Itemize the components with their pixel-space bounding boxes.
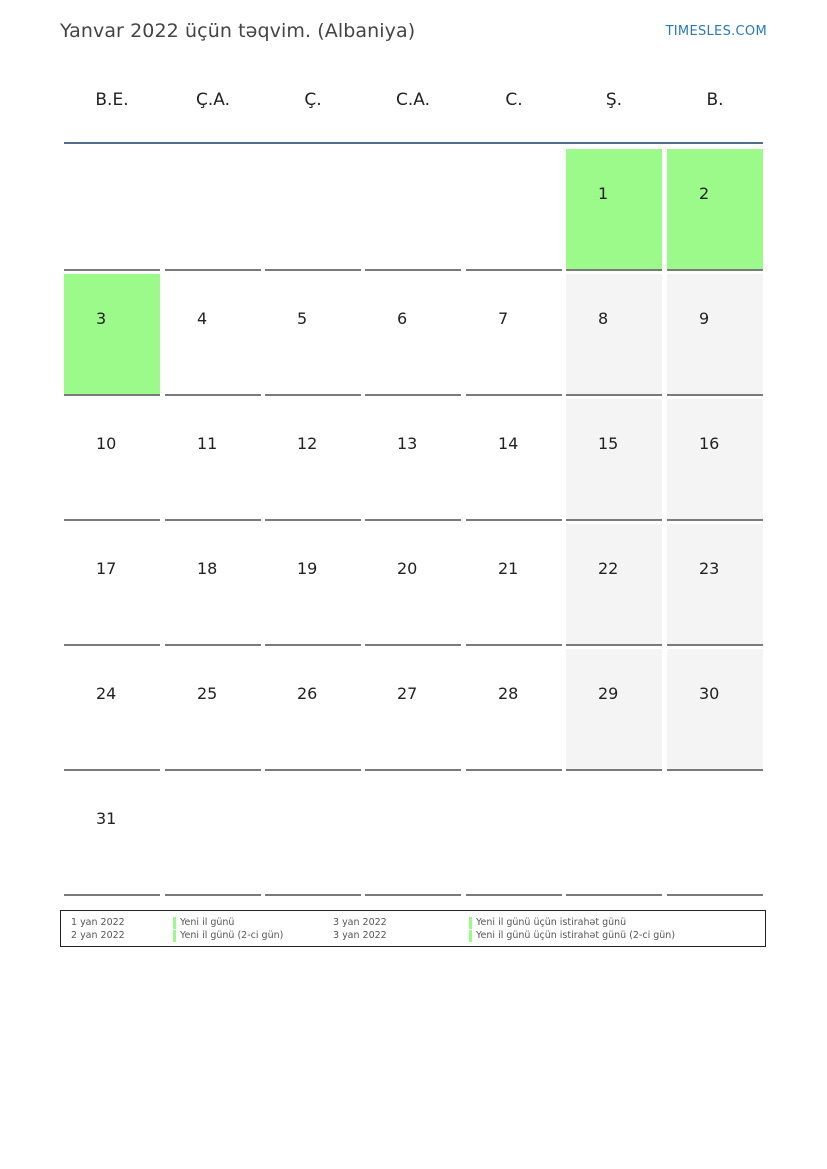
day-cell[interactable] [265,524,361,646]
empty-day-cell [64,149,160,271]
day-cell[interactable] [165,399,261,521]
day-cell[interactable] [165,274,261,396]
day-cell[interactable] [566,149,662,271]
day-cell[interactable] [667,524,763,646]
day-cell[interactable] [365,399,461,521]
day-number: 12 [297,434,318,453]
weekday-header-row [64,90,763,120]
header-divider [64,142,763,144]
day-cell[interactable] [466,649,562,771]
day-number: 2 [699,184,710,203]
day-number: 3 [96,309,107,328]
day-number: 15 [598,434,619,453]
day-cell[interactable] [265,274,361,396]
day-number: 18 [197,559,218,578]
empty-day-cell [165,774,261,896]
day-number: 25 [197,684,218,703]
empty-day-cell [667,774,763,896]
weekday-label: Ç. [304,90,322,110]
day-cell[interactable] [466,274,562,396]
empty-day-cell [365,149,461,271]
day-number: 9 [699,309,710,328]
day-number: 30 [699,684,720,703]
day-number: 20 [397,559,418,578]
day-cell[interactable] [165,649,261,771]
day-number: 24 [96,684,117,703]
holiday-date: 3 yan 2022 [333,930,387,941]
day-number: 13 [397,434,418,453]
day-number: 4 [197,309,208,328]
holiday-name: Yeni il günü [173,917,234,928]
empty-day-cell [466,149,562,271]
day-number: 17 [96,559,117,578]
day-cell[interactable] [566,274,662,396]
day-number: 5 [297,309,308,328]
day-cell[interactable] [667,649,763,771]
day-cell[interactable] [466,524,562,646]
day-cell[interactable] [667,399,763,521]
day-number: 23 [699,559,720,578]
day-cell[interactable] [64,399,160,521]
day-number: 14 [498,434,519,453]
day-number: 11 [197,434,218,453]
day-number: 8 [598,309,609,328]
day-cell[interactable] [165,524,261,646]
holiday-date: 3 yan 2022 [333,917,387,928]
calendar-grid [64,149,764,894]
holiday-name: Yeni il günü üçün istirahət günü (2-ci gün) [469,930,675,941]
day-cell[interactable] [64,274,160,396]
holiday-date: 1 yan 2022 [71,917,125,928]
day-number: 1 [598,184,609,203]
page-title: Yanvar 2022 üçün təqvim. (Albaniya) [60,20,416,42]
holiday-name: Yeni il günü (2-ci gün) [173,930,283,941]
holiday-date: 2 yan 2022 [71,930,125,941]
day-cell[interactable] [466,399,562,521]
day-number: 22 [598,559,619,578]
day-cell[interactable] [365,524,461,646]
holiday-name: Yeni il günü üçün istirahət günü [469,917,626,928]
weekday-label: Ç.A. [195,90,230,110]
day-number: 19 [297,559,318,578]
holiday-legend [60,910,766,947]
day-cell[interactable] [566,524,662,646]
brand-link[interactable]: TIMESLES.COM [665,24,767,39]
empty-day-cell [265,774,361,896]
day-number: 28 [498,684,519,703]
day-cell[interactable] [64,524,160,646]
day-number: 26 [297,684,318,703]
day-cell[interactable] [365,649,461,771]
day-cell[interactable] [64,649,160,771]
day-cell[interactable] [265,399,361,521]
weekday-label: Ş. [605,90,623,110]
weekday-label: C. [505,90,523,110]
day-cell[interactable] [566,399,662,521]
day-cell[interactable] [265,649,361,771]
empty-day-cell [466,774,562,896]
day-number: 6 [397,309,408,328]
day-number: 31 [96,809,117,828]
empty-day-cell [566,774,662,896]
day-number: 21 [498,559,519,578]
day-cell[interactable] [667,149,763,271]
empty-day-cell [365,774,461,896]
day-number: 27 [397,684,418,703]
day-cell[interactable] [667,274,763,396]
day-number: 10 [96,434,117,453]
weekday-label: B.E. [95,90,129,110]
day-cell[interactable] [566,649,662,771]
day-number: 7 [498,309,509,328]
weekday-label: B. [706,90,724,110]
day-number: 29 [598,684,619,703]
day-number: 16 [699,434,720,453]
empty-day-cell [265,149,361,271]
weekday-label: C.A. [395,90,430,110]
day-cell[interactable] [64,774,160,896]
empty-day-cell [165,149,261,271]
day-cell[interactable] [365,274,461,396]
